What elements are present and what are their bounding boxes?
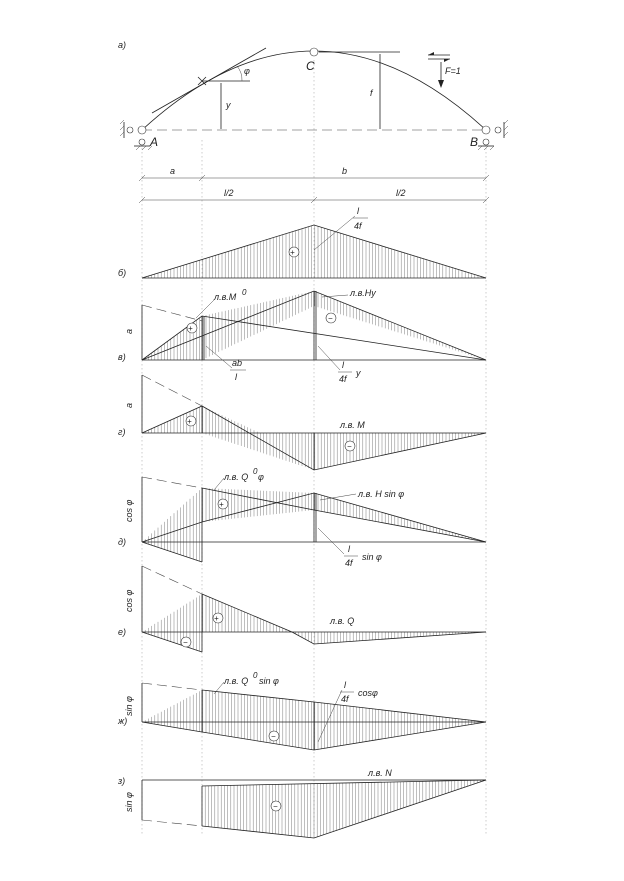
label-part-a: а) bbox=[118, 40, 127, 50]
svg-text:0: 0 bbox=[253, 467, 258, 476]
svg-text:−: − bbox=[273, 802, 278, 811]
v-4f: 4f bbox=[339, 374, 347, 384]
d-4f: 4f bbox=[345, 558, 353, 568]
dim-b: b bbox=[342, 166, 348, 176]
support-a bbox=[120, 120, 152, 150]
arch-scheme bbox=[118, 40, 508, 150]
e-cos: cos φ bbox=[124, 589, 134, 612]
label-part-d: д) bbox=[118, 537, 126, 547]
diagram-e bbox=[118, 566, 486, 652]
v-l2: l bbox=[342, 360, 344, 370]
v-a: a bbox=[124, 328, 134, 334]
zh-cos: cosφ bbox=[358, 688, 378, 698]
label-point-a: A bbox=[150, 135, 159, 149]
dim-l2-left: l/2 bbox=[224, 188, 234, 198]
label-part-b: б) bbox=[118, 268, 127, 278]
label-part-e: е) bbox=[118, 627, 127, 637]
zh-sin: sin φ bbox=[124, 696, 134, 716]
svg-text:−: − bbox=[347, 442, 352, 451]
svg-text:0: 0 bbox=[253, 671, 258, 680]
label-point-c: C bbox=[306, 59, 315, 73]
z-sin: sin φ bbox=[124, 792, 134, 812]
diagram-zh bbox=[117, 671, 486, 750]
g-M: л.в. M bbox=[340, 420, 365, 430]
svg-text:0: 0 bbox=[242, 288, 247, 297]
tangent-line bbox=[152, 48, 266, 113]
label-f: f bbox=[370, 88, 373, 98]
svg-text:−: − bbox=[328, 314, 333, 323]
zh-Q0: л.в. Q bbox=[224, 676, 249, 686]
label-part-g: г) bbox=[118, 427, 126, 437]
hatch-z bbox=[205, 780, 483, 838]
label-part-v: в) bbox=[118, 352, 126, 362]
b-frac-4f: 4f bbox=[354, 221, 362, 231]
zh-4f: 4f bbox=[341, 694, 349, 704]
hatch-d bbox=[145, 488, 484, 561]
b-frac-l: l bbox=[357, 206, 359, 216]
hinge-c bbox=[310, 48, 318, 56]
diagram-g bbox=[118, 375, 486, 470]
v-y: y bbox=[356, 368, 361, 378]
svg-text:+: + bbox=[219, 500, 224, 509]
d-Q0: л.в. Q bbox=[224, 472, 249, 482]
svg-text:φ: φ bbox=[258, 472, 264, 482]
label-part-zh: ж) bbox=[118, 716, 128, 726]
diagram-d bbox=[118, 467, 486, 568]
v-l: l bbox=[235, 372, 237, 382]
label-force: F=1 bbox=[445, 66, 461, 76]
v-Hy: л.в.Hy bbox=[350, 288, 376, 298]
v-M0: л.в.M bbox=[214, 292, 237, 302]
dim-a: a bbox=[170, 166, 176, 176]
d-l: l bbox=[348, 544, 350, 554]
label-phi: φ bbox=[244, 66, 250, 76]
d-Hsin: л.в. H sin φ bbox=[358, 489, 405, 499]
svg-text:−: − bbox=[183, 638, 188, 647]
hatch-g bbox=[145, 406, 484, 469]
diagram-v bbox=[118, 288, 486, 384]
svg-text:+: + bbox=[187, 417, 192, 426]
dim-l2-right: l/2 bbox=[396, 188, 406, 198]
support-b bbox=[478, 120, 508, 150]
d-cos: cos φ bbox=[124, 499, 134, 522]
diagram-b bbox=[118, 206, 486, 278]
label-part-z: з) bbox=[118, 776, 126, 786]
label-y: y bbox=[226, 100, 231, 110]
hatch-b bbox=[145, 225, 484, 278]
svg-text:+: + bbox=[214, 614, 219, 623]
svg-text:+: + bbox=[188, 324, 193, 333]
hatch-zh bbox=[145, 690, 484, 750]
svg-text:−: − bbox=[271, 732, 276, 741]
label-point-b: B bbox=[470, 135, 479, 149]
diagram-z bbox=[117, 768, 486, 838]
v-ab: ab bbox=[232, 358, 243, 368]
e-Q: л.в. Q bbox=[330, 616, 355, 626]
d-sin: sin φ bbox=[362, 552, 382, 562]
zh-l: l bbox=[344, 680, 346, 690]
z-N: л.в. N bbox=[368, 768, 392, 778]
phi-arc bbox=[237, 66, 242, 81]
svg-text:+: + bbox=[290, 248, 295, 257]
g-a: a bbox=[124, 402, 134, 408]
hatch-e bbox=[145, 594, 484, 651]
svg-text:sin φ: sin φ bbox=[259, 676, 279, 686]
